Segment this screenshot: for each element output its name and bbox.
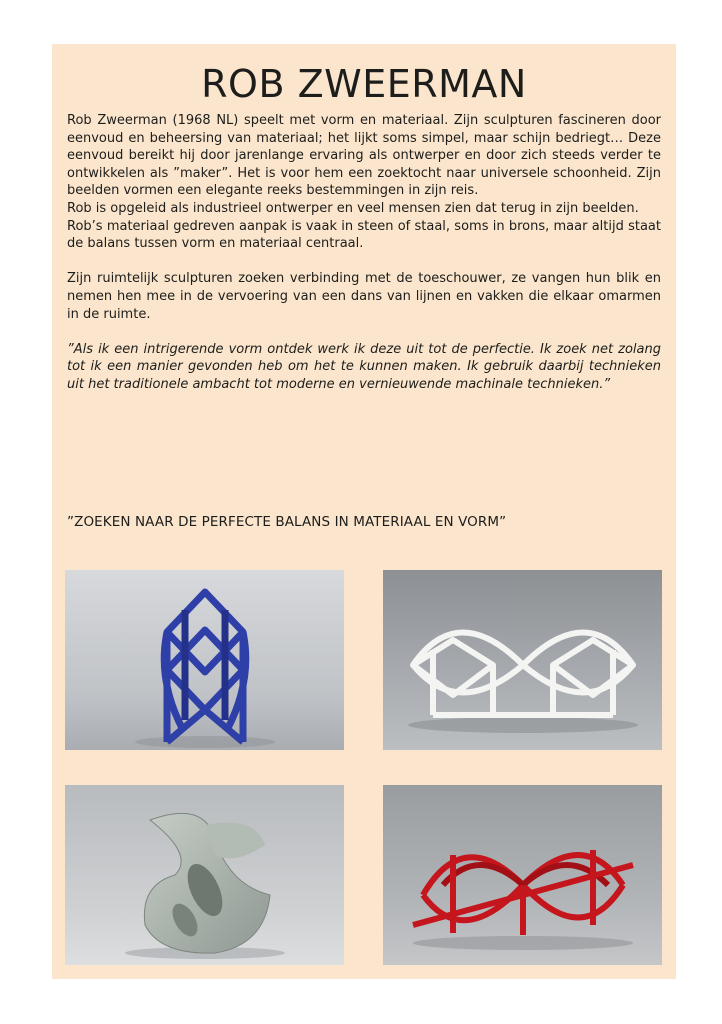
bio-paragraph-3: Rob’s materiaal gedreven aanpak is vaak in steen of staal, soms in brons, maar altijd staat de balans tussen vorm en materiaal centraal. — [67, 218, 661, 252]
artist-quote: ”Als ik een intrigerende vorm ontdek werk ik deze uit tot de perfectie. Ik zoek net zolang tot ik een manier gevonden heb om het te kunnen maken. Ik gebruik daarbij technieken uit het traditionele ambacht tot moderne en vernieuwende machinale technieken.” — [67, 341, 661, 392]
blue-sculpture-photo — [65, 570, 344, 750]
bio-paragraph-1: Rob Zweerman (1968 NL) speelt met vorm en materiaal. Zijn sculpturen fascineren door eenvoud en beheersing van materiaal; het lijkt soms simpel, maar schijn bedriegt… Deze eenvoud bereikt hij door jarenlange ervaring als ontwerper en door zich steeds verder te ontwikkelen als ”maker”. Het is voor hem een zoektocht naar universele schoonheid. Zijn beelden vormen een elegante reeks bestemmingen in zijn reis. — [67, 113, 661, 199]
page-panel — [52, 44, 676, 979]
bio-paragraph-2: Rob is opgeleid als industrieel ontwerper en veel mensen zien dat terug in zijn beelden. — [67, 200, 639, 216]
artist-motto: ”ZOEKEN NAAR DE PERFECTE BALANS IN MATERIAAL EN VORM” — [67, 514, 507, 530]
white-sculpture-photo — [383, 570, 662, 750]
bio-paragraph-4: Zijn ruimtelijk sculpturen zoeken verbinding met de toeschouwer, ze vangen hun blik en nemen hen mee in de vervoering van een dans van lijnen en vakken die elkaar omarmen in de ruimte. — [67, 271, 661, 322]
stone-sculpture-photo — [65, 785, 344, 965]
page-title: ROB ZWEERMAN — [201, 62, 527, 106]
red-sculpture-photo — [383, 785, 662, 965]
artist-biography — [67, 112, 661, 394]
